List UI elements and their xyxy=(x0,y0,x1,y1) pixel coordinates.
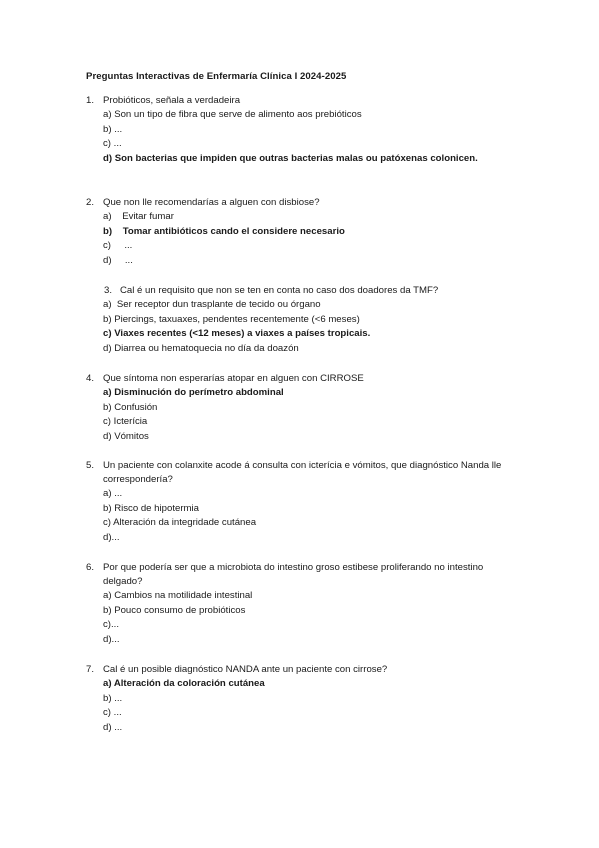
answer-option: b) ... xyxy=(103,123,123,135)
answer-option: d)... xyxy=(103,531,120,543)
question-number: 6. xyxy=(86,562,95,573)
answer-option: b) Confusión xyxy=(103,401,158,413)
correct-answer-option: c) Viaxes recentes (<12 meses) a viaxes a países tropicais. xyxy=(103,328,371,339)
answer-option: a) Evitar fumar xyxy=(103,211,174,222)
answer-option: c) Alteración da integridade cutánea xyxy=(103,517,257,528)
answer-option: a) Ser receptor dun trasplante de tecido ou órgano xyxy=(103,299,321,310)
question-text: Un paciente con colanxite acode á consulta con icterícia e vómitos, que diagnóstico Nanda lle correspondería? xyxy=(103,460,505,485)
answer-option: b) ... xyxy=(103,692,123,704)
correct-answer-option: b) Tomar antibióticos cando el considere necesario xyxy=(103,225,345,237)
answer-option: d) ... xyxy=(103,254,133,266)
answer-option: c) ... xyxy=(103,240,133,251)
answer-option: b) Piercings, taxuaxes, pendentes recentemente (<6 meses) xyxy=(103,313,360,325)
question-1 xyxy=(86,94,526,166)
question-number: 3. xyxy=(104,285,113,296)
answer-option: a) ... xyxy=(103,488,123,499)
correct-answer-option: a) Alteración da coloración cutánea xyxy=(103,678,265,689)
question-text: Que síntoma non esperarías atopar en alguen con CIRROSE xyxy=(103,373,364,384)
question-4 xyxy=(86,372,526,444)
correct-answer-option: a) Disminución do perímetro abdominal xyxy=(103,387,284,398)
question-7 xyxy=(86,663,526,735)
question-text: Que non lle recomendarías a alguen con disbiose? xyxy=(103,197,320,208)
answer-option: c) ... xyxy=(103,707,122,718)
question-3 xyxy=(86,284,526,356)
answer-option: c) ... xyxy=(103,138,122,149)
question-text: Cal é un posible diagnóstico NANDA ante un paciente con cirrose? xyxy=(103,664,388,675)
question-number: 2. xyxy=(86,197,95,208)
answer-option: b) Pouco consumo de probióticos xyxy=(103,604,246,616)
question-text: Cal é un requisito que non se ten en conta no caso dos doadores da TMF? xyxy=(120,285,439,296)
question-2 xyxy=(86,196,526,268)
document-title: Preguntas Interactivas de Enfermaría Clínica I 2024-2025 xyxy=(86,71,347,82)
question-text: Probióticos, señala a verdadeira xyxy=(103,95,241,106)
answer-option: d) ... xyxy=(103,721,123,733)
answer-option: b) Risco de hipotermia xyxy=(103,502,199,514)
answer-option: a) Son un tipo de fibra que serve de alimento aos prebióticos xyxy=(103,109,362,120)
question-number: 1. xyxy=(86,95,95,106)
answer-option: c) Icterícia xyxy=(103,416,148,427)
question-number: 4. xyxy=(86,373,95,384)
answer-option: d) Vómitos xyxy=(103,430,149,442)
answer-option: a) Cambios na motilidade intestinal xyxy=(103,590,253,601)
answer-option: d)... xyxy=(103,633,120,645)
question-text: Por que podería ser que a microbiota do intestino groso estibese proliferando no intestino delgado? xyxy=(103,562,486,587)
correct-answer-option: d) Son bacterias que impiden que outras bacterias malas ou patóxenas colonicen. xyxy=(103,152,478,164)
answer-option: d) Diarrea ou hematoquecia no día da doazón xyxy=(103,342,299,354)
answer-option: c)... xyxy=(103,619,119,630)
question-number: 5. xyxy=(86,460,95,471)
question-5 xyxy=(86,459,526,545)
question-number: 7. xyxy=(86,664,95,675)
question-6 xyxy=(86,561,526,647)
